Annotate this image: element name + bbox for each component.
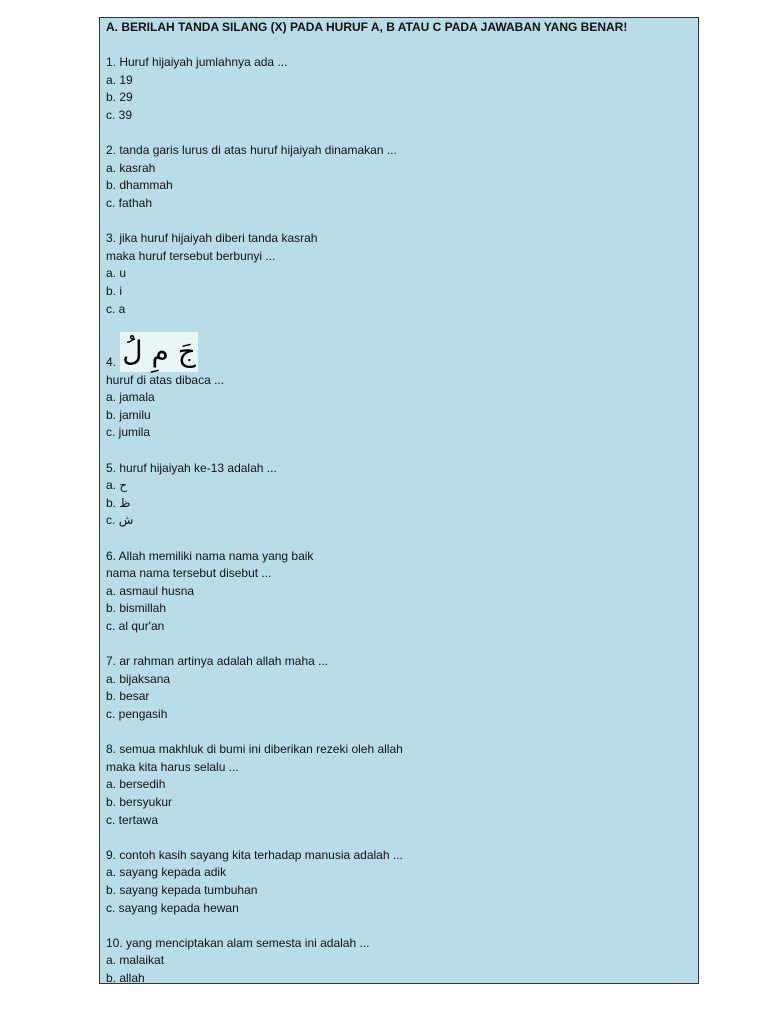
option-c [106,512,698,530]
option-c: c. jumila [106,425,151,440]
question-text: 7. ar rahman artinya adalah allah maha ... [106,654,329,669]
option-b: b. besar [106,689,150,704]
question-text: huruf di atas dibaca ... [106,372,225,387]
question-7 [106,653,698,723]
question-text: 5. huruf hijaiyah ke-13 adalah ... [106,460,277,475]
option-a: a. asmaul husna [106,583,195,598]
option-a: a. jamala [106,390,155,405]
option-a: a. bersedih [106,777,166,792]
option-c: c. a [106,301,126,316]
option-a: a. kasrah [106,160,156,175]
option-b: b. dhammah [106,178,173,193]
worksheet [99,17,699,984]
question-text: maka huruf tersebut berbunyi ... [106,248,276,263]
arabic-letter: ح [119,478,128,493]
question-number: 4. [106,355,117,370]
option-c: c. 39 [106,107,133,122]
question-text: 6. Allah memiliki nama nama yang baik [106,548,314,563]
option-prefix: a. [106,478,117,493]
option-c: c. al qur'an [106,619,165,633]
question-8 [106,741,698,829]
option-a: a. malaikat [106,953,165,968]
question-3 [106,230,698,318]
arabic-letter: ش [118,513,134,528]
question-text: 8. semua makhluk di bumi ini diberikan rezeki oleh allah [106,742,403,757]
option-c: c. sayang kepada hewan [106,900,239,915]
question-5 [106,460,698,530]
question-text: 10. yang menciptakan alam semesta ini adalah ... [106,935,370,950]
question-text: 2. tanda garis lurus di atas huruf hijaiyah dinamakan ... [106,143,397,158]
question-text: 1. Huruf hijaiyah jumlahnya ada ... [106,55,288,70]
question-text: nama nama tersebut disebut ... [106,566,272,581]
option-prefix: c. [106,513,116,528]
option-c: c. tertawa [106,812,159,827]
question-text: maka kita harus selalu ... [106,759,239,774]
question-1 [106,54,698,124]
option-prefix: b. [106,495,117,510]
option-b: b. sayang kepada tumbuhan [106,882,258,897]
question-9 [106,847,698,917]
option-b: b. bersyukur [106,794,173,809]
arabic-image-row [106,334,698,372]
option-b: b. allah [106,970,145,984]
question-6 [106,548,698,636]
arabic-letter: ظ [119,495,131,510]
question-2 [106,142,698,212]
arabic-letters-image: جَ مِ لُ [120,332,198,372]
option-a: a. sayang kepada adik [106,865,227,880]
option-b: b. 29 [106,90,133,105]
question-4 [106,334,698,442]
option-a: a. 19 [106,72,133,87]
instruction-heading: A. BERILAH TANDA SILANG (X) PADA HURUF A, B ATAU C PADA JAWABAN YANG BENAR! [106,20,628,34]
question-text: 3. jika huruf hijaiyah diberi tanda kasrah [106,231,318,246]
question-10 [106,935,698,984]
option-b: b. bismillah [106,601,167,616]
question-text: 9. contoh kasih sayang kita terhadap manusia adalah ... [106,847,403,862]
option-c: c. pengasih [106,706,168,721]
option-b [106,495,698,513]
option-c: c. fathah [106,195,153,210]
option-b: b. jamilu [106,407,151,422]
option-a: a. u [106,266,127,281]
option-b: b. i [106,283,123,298]
option-a [106,477,698,495]
option-a: a. bijaksana [106,671,171,686]
